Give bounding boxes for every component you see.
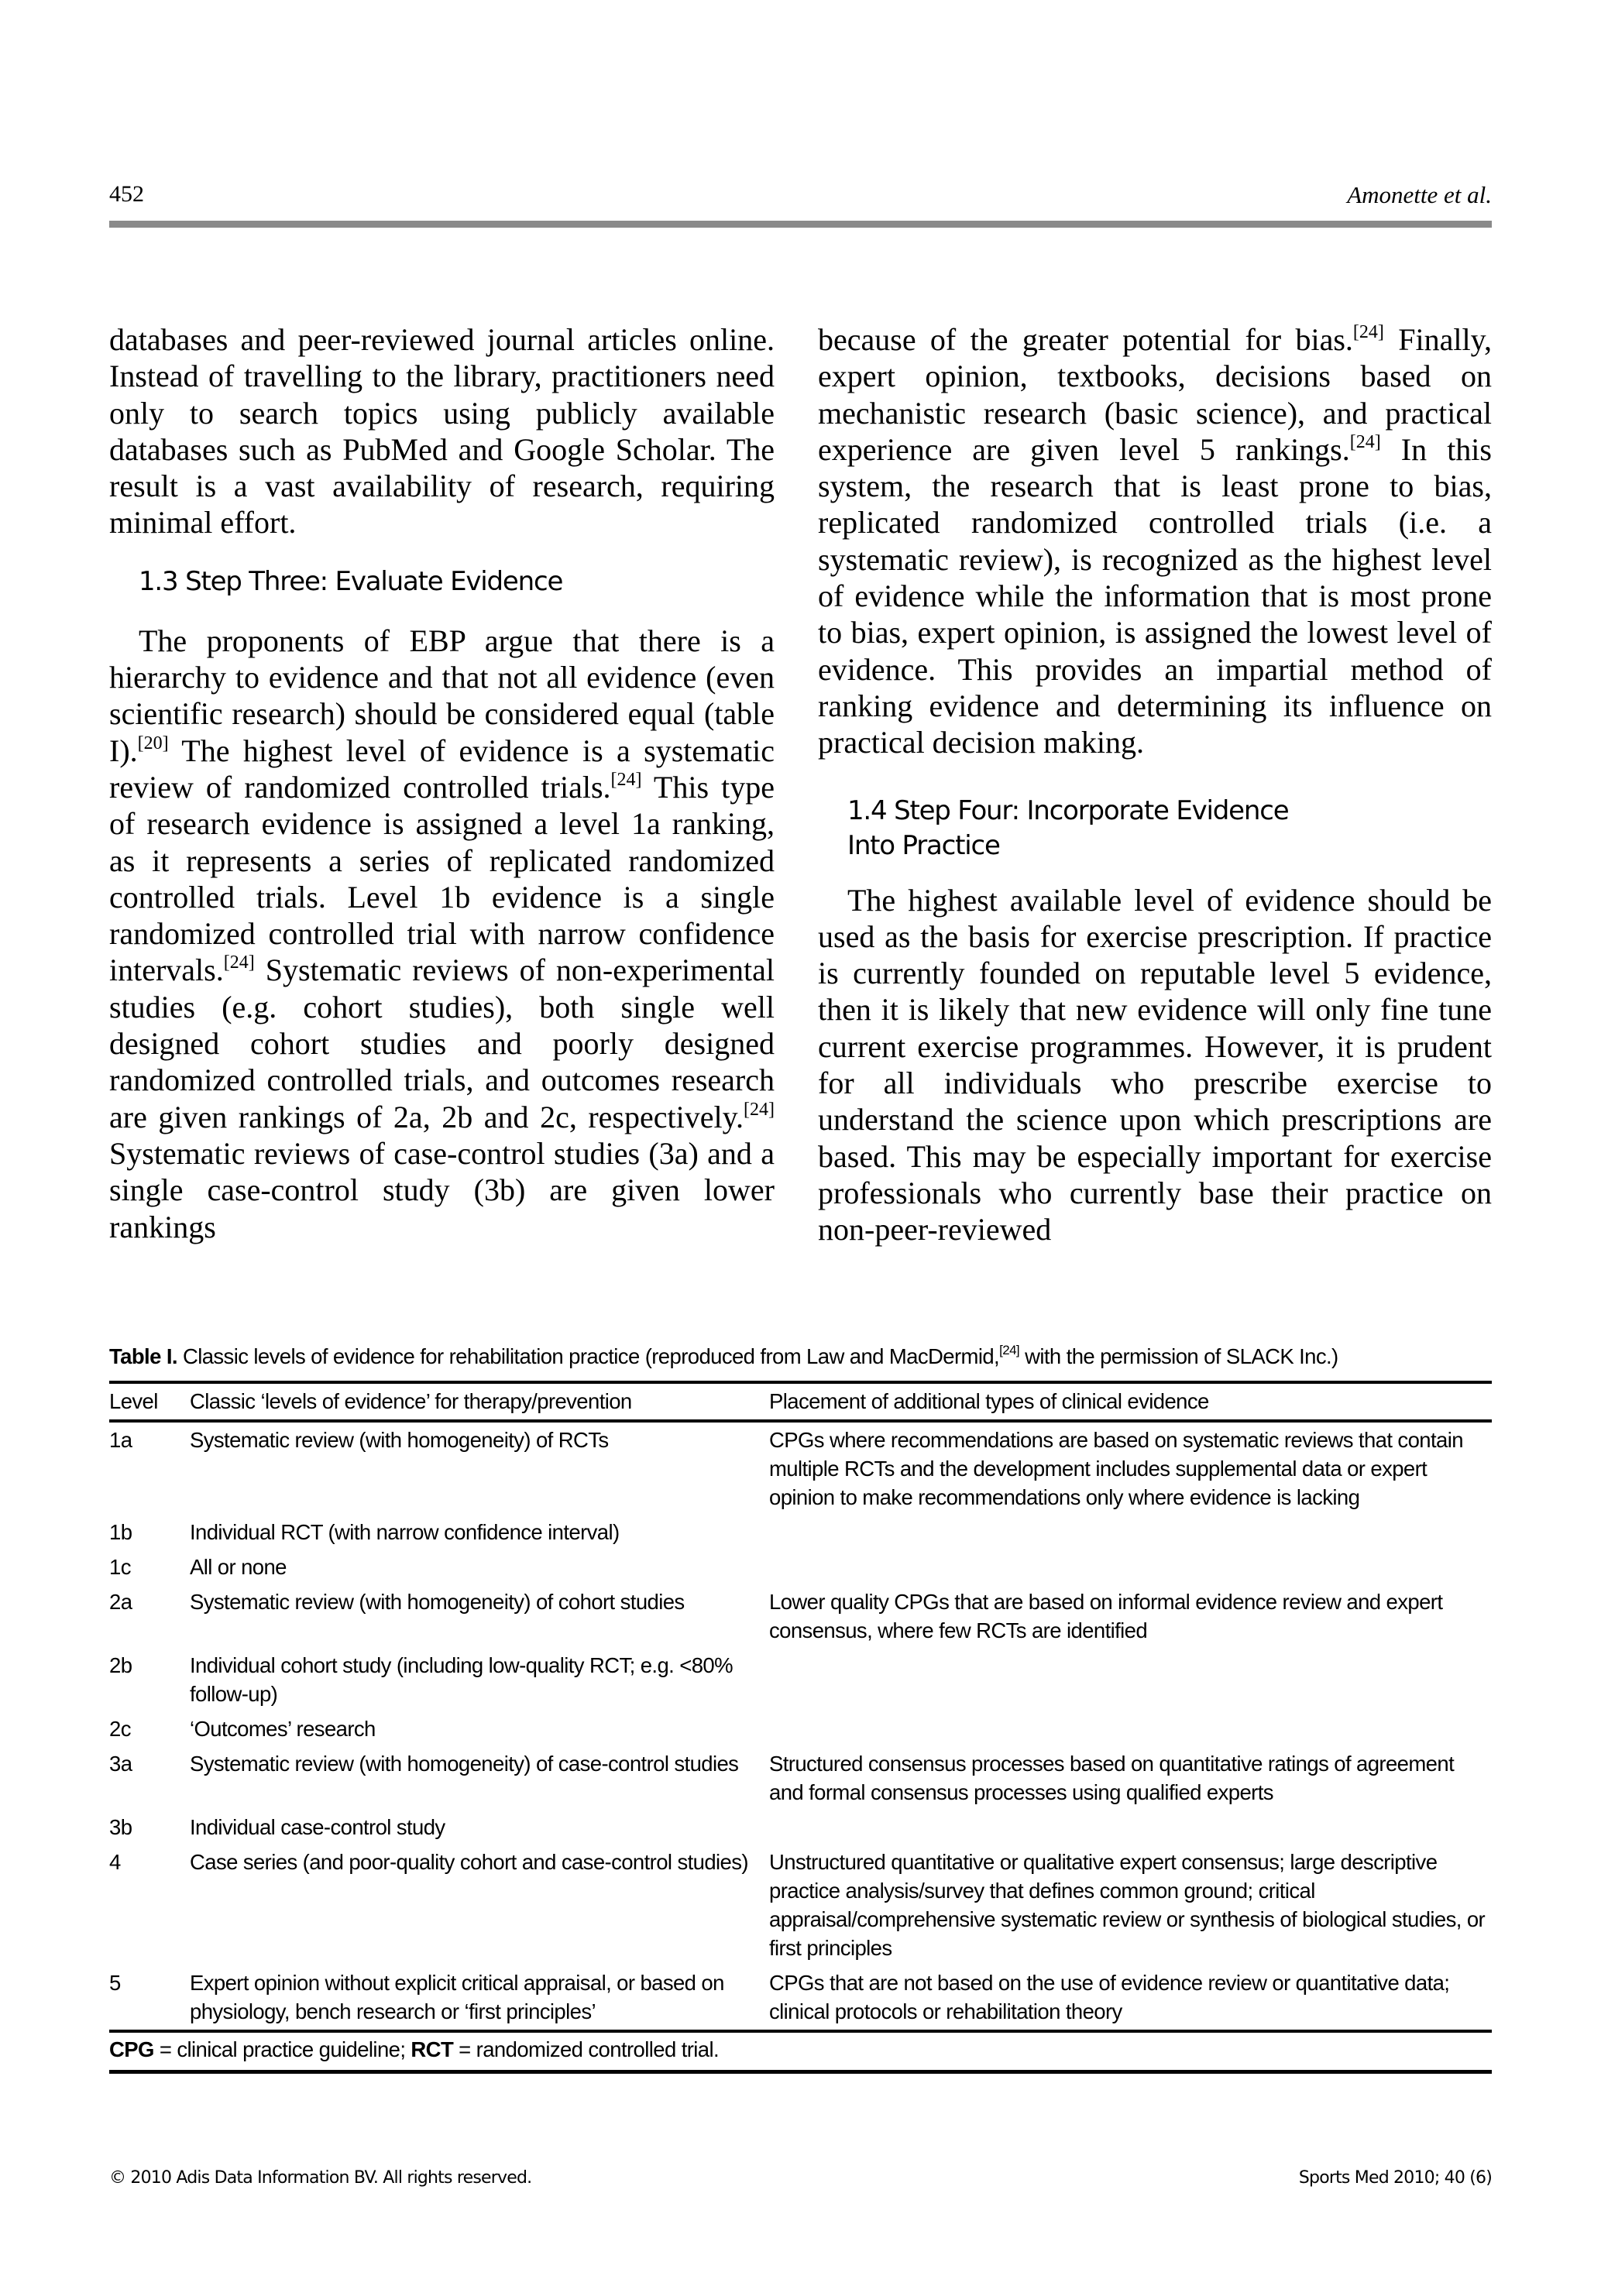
column-header-classic: Classic ‘levels of evidence’ for therapy/prevention [190,1389,632,1413]
evidence-levels-table [109,1381,1492,2030]
evidence-levels-table-block [109,1344,1492,2074]
cell-placement [769,1649,1492,1712]
left-column [109,321,775,1245]
table-row [109,1515,1492,1550]
table-caption: Table I. Classic levels of evidence for rehabilitation practice (reproduced from Law and MacDermid,[24] with the permission of SLACK Inc.) [109,1343,1338,1368]
citation-ref[interactable]: [24] [1352,322,1384,342]
cell-level: 2b [109,1653,132,1677]
table-row [109,1550,1492,1585]
cell-placement [769,1810,1492,1845]
table-header-row [109,1382,1492,1421]
cell-placement [769,1515,1492,1550]
cell-level: 4 [109,1850,121,1874]
citation-ref[interactable]: [24] [999,1343,1020,1357]
column-header-placement: Placement of additional types of clinical evidence [769,1389,1209,1413]
table-row [109,1810,1492,1845]
paragraph: The proponents of EBP argue that there is a hierarchy to evidence and that not all evidence (even scientific research) should be considered equal (table I).[20] The highest level of evidence is a systematic review of randomized controlled trials.[24] This type of research evidence is assigned a level 1a ranking, as it represents a series of replicated randomized controlled trials. Level 1b evidence is a single randomized controlled trial with narrow confidence intervals.[24] Systematic reviews of non-experimental studies (e.g. cohort studies), both single well designed cohort studies and poorly designed randomized controlled trials, and outcomes research are given rankings of 2a, 2b and 2c, respectively.[24] Systematic reviews of case-control studies (3a) and a single case-control study (3b) are given lower rankings [109,623,775,1244]
cell-placement: Unstructured quantitative or qualitative expert consensus; large descriptive practice analysis/survey that defines common ground; critical appraisal/comprehensive systematic review or synthesis of biological studies, or first principles [769,1850,1486,1960]
citation-ref[interactable]: [24] [744,1099,775,1120]
table-footnote: CPG = clinical practice guideline; RCT = randomized controlled trial. [109,2030,1492,2074]
cell-classic: Individual cohort study (including low-quality RCT; e.g. <80% follow-up) [190,1653,733,1706]
table-body [109,1421,1492,2030]
footer-copyright: © 2010 Adis Data Information BV. All rights reserved. [109,2168,532,2188]
right-column [818,321,1492,1248]
cell-classic: ‘Outcomes’ research [190,1717,376,1741]
cell-placement: CPGs that are not based on the use of evidence review or quantitative data; clinical protocols or rehabilitation theory [769,1971,1450,2023]
cell-level: 1a [109,1428,132,1452]
cell-classic: Systematic review (with homogeneity) of RCTs [190,1428,609,1452]
cell-level: 1b [109,1520,132,1544]
table-row [109,1747,1492,1810]
cell-placement: CPGs where recommendations are based on systematic reviews that contain multiple RCTs and the development includes supplemental data or expert opinion to make recommendations only where evidence is lacking [769,1428,1463,1509]
table-row [109,1585,1492,1649]
cell-placement: Structured consensus processes based on quantitative ratings of agreement and formal consensus processes using qualified experts [769,1752,1455,1804]
cell-classic: Individual RCT (with narrow confidence interval) [190,1520,620,1544]
cell-classic: Systematic review (with homogeneity) of cohort studies [190,1590,685,1614]
cell-level: 2a [109,1590,132,1614]
table-row [109,1966,1492,2030]
cell-placement [769,1712,1492,1747]
cell-level: 2c [109,1717,131,1741]
cell-level: 3a [109,1752,132,1776]
table-row [109,1649,1492,1712]
table-row [109,1421,1492,1515]
citation-ref[interactable]: [24] [223,952,255,973]
column-header-level: Level [109,1389,158,1413]
citation-ref[interactable]: [24] [610,769,642,790]
section-heading-1-3: 1.3 Step Three: Evaluate Evidence [139,565,563,597]
citation-ref[interactable]: [24] [1349,431,1381,452]
running-head-authors: Amonette et al. [1347,181,1492,208]
cell-classic: Expert opinion without explicit critical appraisal, or based on physiology, bench research or ‘first principles’ [190,1971,724,2023]
paragraph: databases and peer-reviewed journal articles online. Instead of travelling to the library, practitioners need only to search topics using publicly available databases such as PubMed and Google Scholar. The result is a vast availability of research, requiring minimal effort. [109,322,775,541]
cell-placement [769,1550,1492,1585]
cell-level: 1c [109,1555,131,1579]
cell-level: 3b [109,1815,132,1839]
cell-classic: All or none [190,1555,287,1579]
footer-citation: Sports Med 2010; 40 (6) [1298,2168,1492,2188]
table-row [109,1845,1492,1966]
cell-placement: Lower quality CPGs that are based on informal evidence review and expert consensus, where few RCTs are identified [769,1590,1443,1642]
paragraph: because of the greater potential for bias.[24] Finally, expert opinion, textbooks, decisions based on mechanistic research (basic science), and practical experience are given level 5 rankings.[24] In this system, the research that is least prone to bias, replicated randomized controlled trials (i.e. a systematic review), is recognized as the highest level of evidence while the information that is most prone to bias, expert opinion, is assigned the lowest level of evidence. This provides an impartial method of ranking evidence and determining its influence on practical decision making. [818,322,1492,760]
cell-classic: Individual case-control study [190,1815,445,1839]
citation-ref[interactable]: [20] [137,733,169,753]
cell-classic: Case series (and poor-quality cohort and case-control studies) [190,1850,748,1874]
cell-level: 5 [109,1971,121,1995]
page-number: 452 [109,181,144,207]
cell-classic: Systematic review (with homogeneity) of case-control studies [190,1752,739,1776]
header-rule [109,221,1492,228]
section-heading-1-4: 1.4 Step Four: Incorporate Evidence Into Practice [847,795,1289,861]
table-row [109,1712,1492,1747]
paragraph: The highest available level of evidence should be used as the basis for exercise prescription. If practice is currently founded on reputable level 5 evidence, then it is likely that new evidence will only fine tune current exercise programmes. However, it is prudent for all individuals who prescribe exercise to understand the science upon which prescriptions are based. This may be especially important for exercise professionals who currently base their practice on non-peer-reviewed [818,882,1492,1248]
